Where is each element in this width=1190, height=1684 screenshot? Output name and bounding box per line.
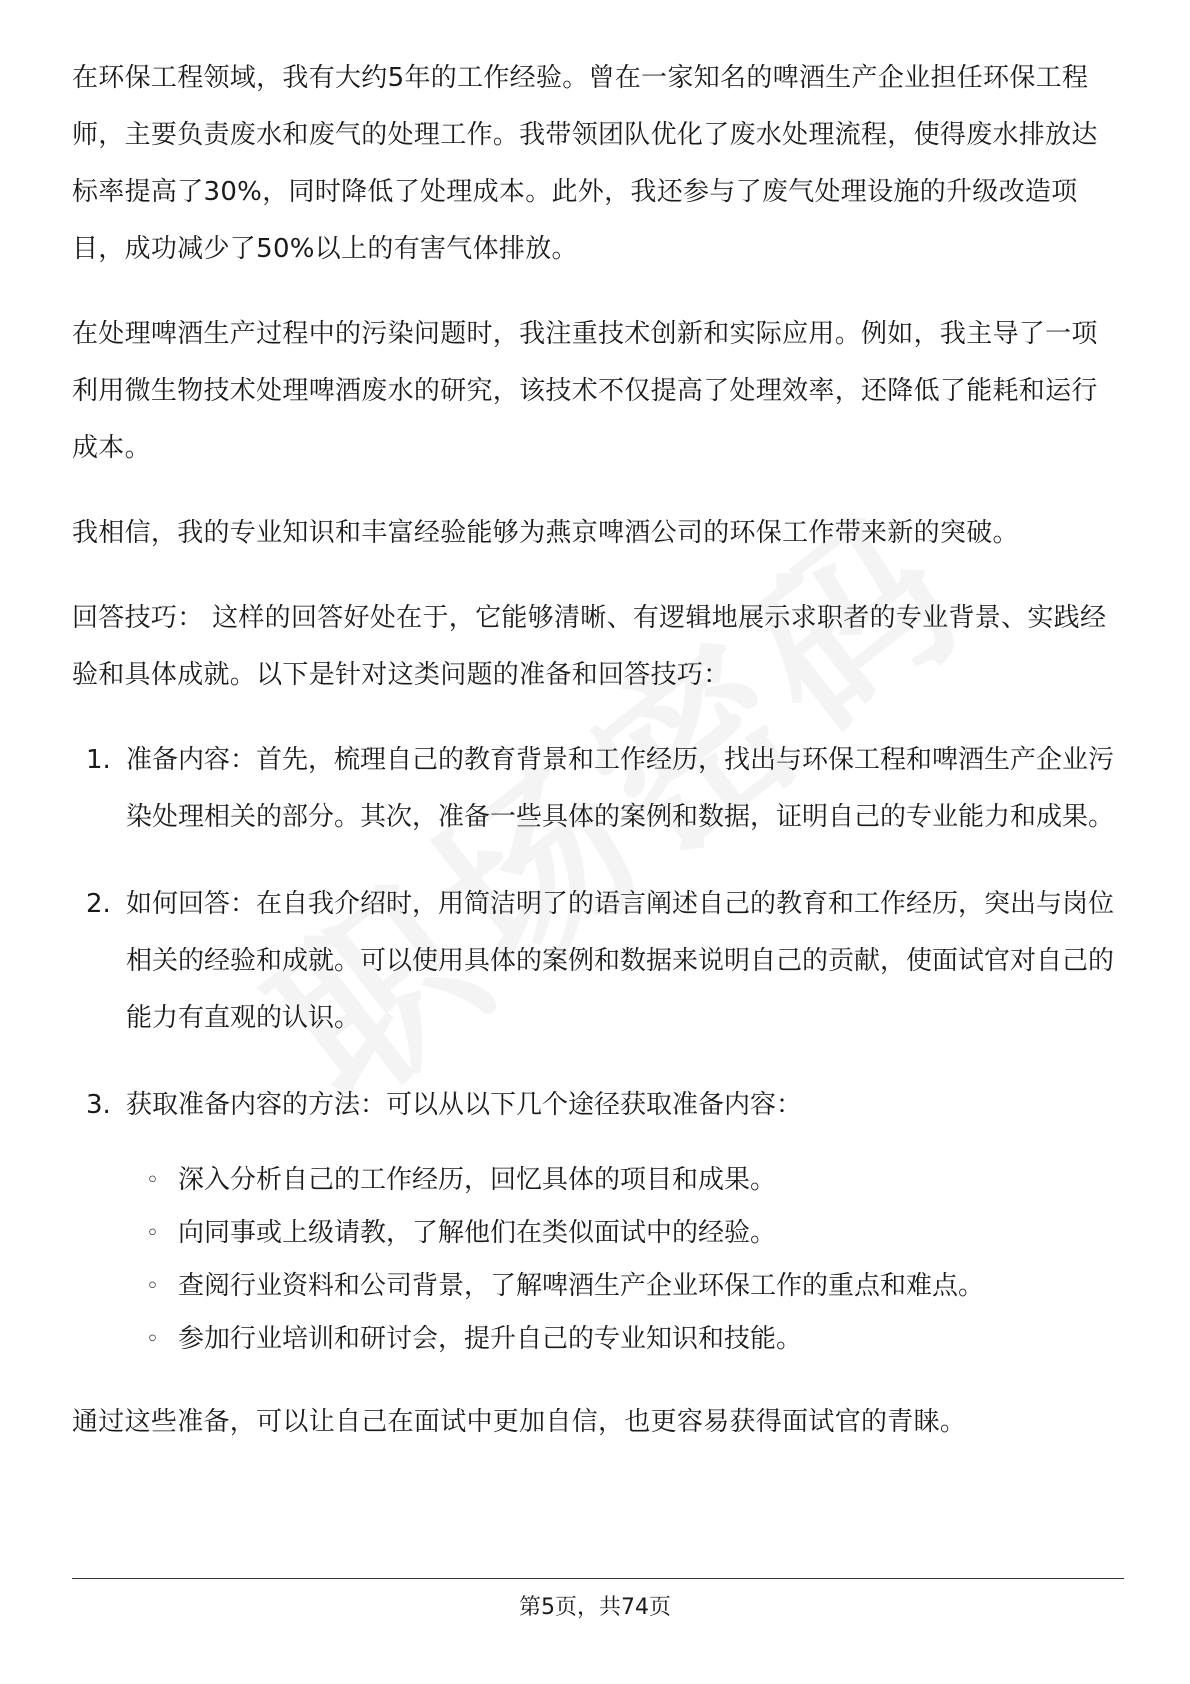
sub-list — [72, 1154, 1122, 1366]
list-item — [72, 732, 1122, 846]
paragraph-experience: 在环保工程领域，我有大约5年的工作经验。曾在一家知名的啤酒生产企业担任环保工程师，主要负责废水和废气的处理工作。我带领团队优化了废水处理流程，使得废水排放达标率提高了30%，同时降低了处理成本。此外，我还参与了废气处理设施的升级改造项目，成功减少了50%以上的有害气体排放。 — [72, 63, 1098, 264]
hollow-bullet-icon: ◦ — [146, 1327, 159, 1352]
list-number: 1. — [86, 745, 111, 775]
document-body — [72, 50, 1122, 1451]
paragraph-closing: 通过这些准备，可以让自己在面试中更加自信，也更容易获得面试官的青睐。 — [72, 1407, 967, 1437]
paragraph-belief: 我相信，我的专业知识和丰富经验能够为燕京啤酒公司的环保工作带来新的突破。 — [72, 518, 1019, 548]
sub-list-item — [72, 1154, 1122, 1207]
hollow-bullet-icon: ◦ — [146, 1274, 159, 1299]
sub-list-item — [72, 1313, 1122, 1366]
hollow-bullet-icon: ◦ — [146, 1168, 159, 1193]
sub-list-item-text: 查阅行业资料和公司背景，了解啤酒生产企业环保工作的重点和难点。 — [178, 1271, 985, 1301]
list-item — [72, 876, 1122, 1047]
list-item-text: 获取准备内容的方法：可以从以下几个途径获取准备内容： — [126, 1090, 803, 1120]
sub-list-item-text: 参加行业培训和研讨会，提升自己的专业知识和技能。 — [178, 1324, 803, 1354]
page-number: 第5页，共74页 — [519, 1595, 671, 1620]
list-number: 3. — [86, 1090, 111, 1120]
tips-list — [72, 732, 1122, 1134]
sub-list-item-text: 深入分析自己的工作经历，回忆具体的项目和成果。 — [178, 1165, 777, 1195]
list-item — [72, 1077, 1122, 1134]
footer-divider — [72, 1578, 1124, 1579]
sub-list-item-text: 向同事或上级请教，了解他们在类似面试中的经验。 — [178, 1218, 777, 1248]
sub-list-item — [72, 1260, 1122, 1313]
sub-list-item — [72, 1207, 1122, 1260]
hollow-bullet-icon: ◦ — [146, 1221, 159, 1246]
list-item-text: 如何回答：在自我介绍时，用简洁明了的语言阐述自己的教育和工作经历，突出与岗位相关的经验和成就。可以使用具体的案例和数据来说明自己的贡献，使面试官对自己的能力有直观的认识。 — [126, 889, 1115, 1033]
paragraph-answer-tips: 回答技巧： 这样的回答好处在于，它能够清晰、有逻辑地展示求职者的专业背景、实践经验和具体成就。以下是针对这类问题的准备和回答技巧： — [72, 603, 1107, 690]
paragraph-innovation: 在处理啤酒生产过程中的污染问题时，我注重技术创新和实际应用。例如，我主导了一项利用微生物技术处理啤酒废水的研究，该技术不仅提高了处理效率，还降低了能耗和运行成本。 — [72, 319, 1098, 463]
list-item-text: 准备内容：首先，梳理自己的教育背景和工作经历，找出与环保工程和啤酒生产企业污染处理相关的部分。其次，准备一些具体的案例和数据，证明自己的专业能力和成果。 — [126, 745, 1115, 832]
list-number: 2. — [86, 889, 111, 919]
